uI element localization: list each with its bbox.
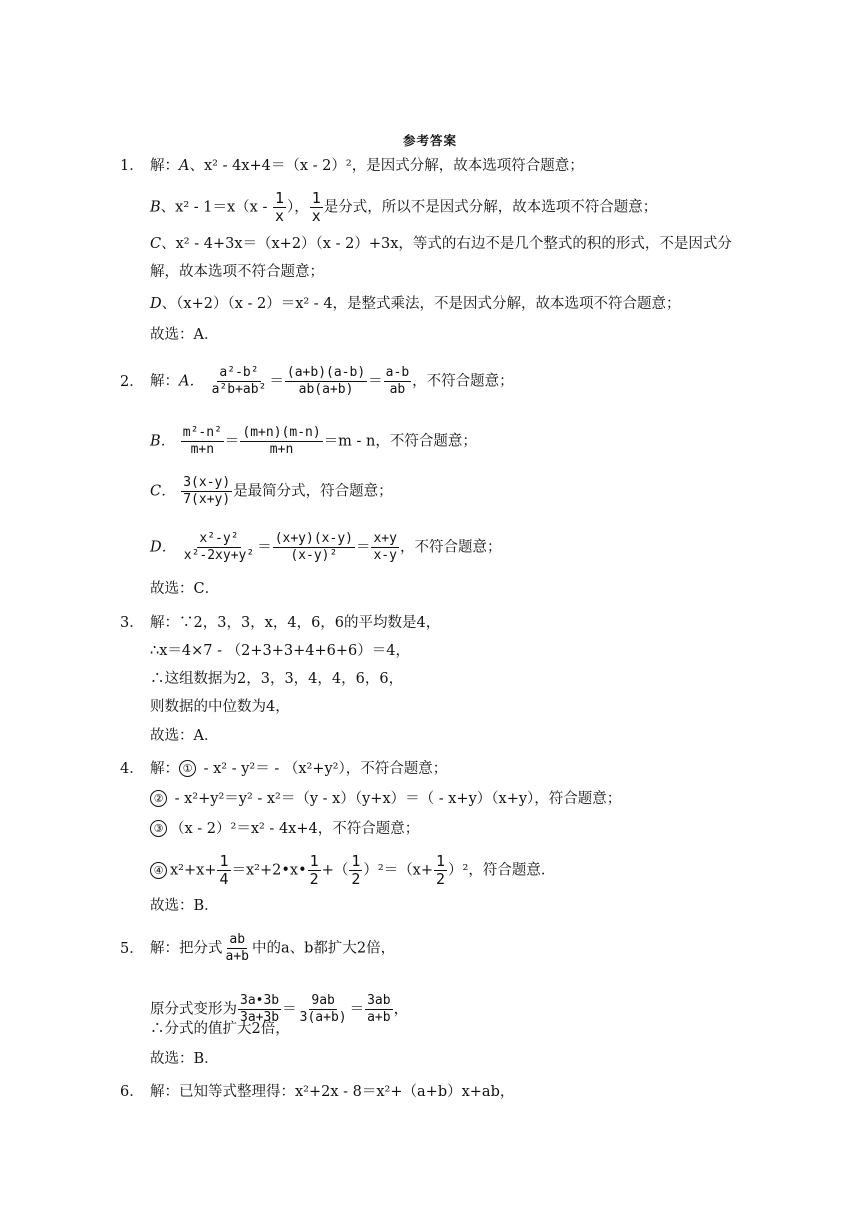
fraction: $\frac{(m+n)(m-n)}{m+n}$ — [242, 425, 321, 457]
fraction: $\frac{a-b}{ab}$ — [385, 365, 410, 397]
q4-line-3: ③ （x - 2）²＝x² - 4x+4，不符合题意； — [150, 819, 419, 839]
q5-line-1: 5． 解：把分式 $\frac{ab}{a+b}$ 中的a、b都扩大2倍， — [120, 932, 396, 964]
q3-line-1: 3． 解：∵2，3，3，x，4，6，6的平均数是4， — [120, 615, 441, 631]
circled-three: ③ — [150, 820, 167, 837]
fraction: $\frac{1}{x}$ — [274, 189, 284, 225]
q2-line-b: B． $\frac{\text{m²-n²}}{m+n}$ ＝ $\frac{(m+n)(m-n)}{m+n}$ ＝m - n，不符合题意； — [150, 425, 477, 457]
page-title: 参考答案 — [402, 133, 457, 148]
circled-one: ① — [179, 760, 196, 777]
fraction: $\frac{\text{a²-b²}}{\text{a²b+ab²}}$ — [211, 365, 267, 397]
q4-line-4: ④ x²+x+ $\frac{1}{4}$ ＝x²+2•x• $\frac{1}{2}$ +（ $\frac{1}{2}$ ）²＝（x+ $\frac{1}{2}$ ）²，符合题意． — [150, 853, 555, 888]
q3-number: 3． — [120, 615, 144, 631]
q1-line-b: B、x² - 1＝x（x - $\frac{1}{x}$ ）， $\frac{1}{x}$ 是分式，所以不是因式分解，故本选项不符合题意； — [150, 189, 658, 225]
fraction: $\frac{9ab}{3(a+b)}$ — [299, 993, 347, 1025]
q5-line-3: ∴分式的值扩大2倍， — [150, 1021, 290, 1037]
fraction: $\frac{1}{2}$ — [309, 852, 319, 888]
q2-line-d: D． $\frac{\text{x²-y²}}{\text{x²-2xy+y²}}$ ＝ $\frac{(x+y)(x-y)}{\text{(x-y)²}}$ ＝ $\frac{x+y}{x-y}$ ，不符合题意； — [150, 531, 502, 563]
q4-answer: 故选：B． — [150, 898, 219, 914]
q1-line-d: D、（x+2）（x - 2）＝x² - 4，是整式乘法，不是因式分解，故本选项不符合题意； — [150, 296, 681, 312]
q2-line-a: 2． 解：A． $\frac{\text{a²-b²}}{\text{a²b+ab²}}$ ＝ $\frac{(a+b)(a-b)}{ab(a+b)}$ ＝ $\frac{a-b}{ab}$ ，不符合题意； — [120, 365, 514, 397]
q3-answer: 故选：A． — [150, 728, 219, 744]
q2-number: 2． — [120, 373, 144, 390]
q2-answer: 故选：C． — [150, 581, 220, 597]
q3-line-2: ∴x＝4×7 - （2+3+3+4+6+6）＝4， — [150, 643, 410, 659]
q1-line-a: 1． 解：A、x² - 4x+4＝（x - 2）²，是因式分解，故本选项符合题意； — [120, 158, 584, 174]
fraction: $\frac{\text{m²-n²}}{m+n}$ — [182, 425, 222, 457]
fraction: $\frac{ab}{a+b}$ — [225, 932, 249, 964]
q3-line-3: ∴这组数据为2，3，3，4，4，6，6， — [150, 671, 404, 687]
fraction: $\frac{3a•3b}{3a+3b}$ — [240, 993, 280, 1025]
fraction: $\frac{(a+b)(a-b)}{ab(a+b)}$ — [286, 365, 366, 397]
q5-number: 5． — [120, 940, 144, 957]
q3-line-4: 则数据的中位数为4， — [150, 699, 290, 715]
q5-line-2: 原分式变形为 $\frac{3a•3b}{3a+3b}$ ＝ $\frac{9ab}{3(a+b)}$ ＝ $\frac{3ab}{a+b}$ ， — [150, 993, 409, 1025]
q1-line-c: C、x² - 4+3x＝（x+2）（x - 2）+3x，等式的右边不是几个整式的积的形式，不是因式分 — [150, 236, 732, 252]
fraction: $\frac{1}{4}$ — [219, 852, 229, 888]
circled-four: ④ — [150, 862, 167, 879]
fraction: $\frac{1}{x}$ — [311, 189, 321, 225]
fraction: $\frac{1}{2}$ — [351, 852, 361, 888]
q1-line-c2: 解，故本选项不符合题意； — [150, 264, 324, 280]
fraction: $\frac{\text{x²-y²}}{\text{x²-2xy+y²}}$ — [183, 531, 255, 563]
q1-answer: 故选：A． — [150, 327, 219, 343]
q6-line-1: 6． 解：已知等式整理得：x²+2x - 8＝x²+（a+b）x+ab， — [120, 1084, 515, 1100]
fraction: $\frac{x+y}{x-y}$ — [373, 531, 397, 563]
fraction: $\frac{3(x-y)}{7(x+y)}$ — [183, 475, 231, 507]
q5-answer: 故选：B． — [150, 1051, 219, 1067]
q2-line-c: C． $\frac{3(x-y)}{7(x+y)}$ 是最简分式，符合题意； — [150, 475, 393, 507]
q4-line-2: ② - x²+y²＝y² - x²＝（y - x）（y+x）＝（ - x+y）（x+y），符合题意； — [150, 789, 621, 809]
fraction: $\frac{(x+y)(x-y)}{\text{(x-y)²}}$ — [274, 531, 353, 563]
q4-line-1: 4． 解： ① - x² - y²＝ - （x²+y²），不符合题意； — [120, 761, 448, 777]
q1-number: 1． — [120, 158, 144, 174]
q6-number: 6． — [120, 1084, 144, 1100]
fraction: $\frac{3ab}{a+b}$ — [367, 993, 391, 1025]
q4-number: 4． — [120, 761, 144, 777]
fraction: $\frac{1}{2}$ — [436, 852, 446, 888]
circled-two: ② — [150, 790, 167, 807]
